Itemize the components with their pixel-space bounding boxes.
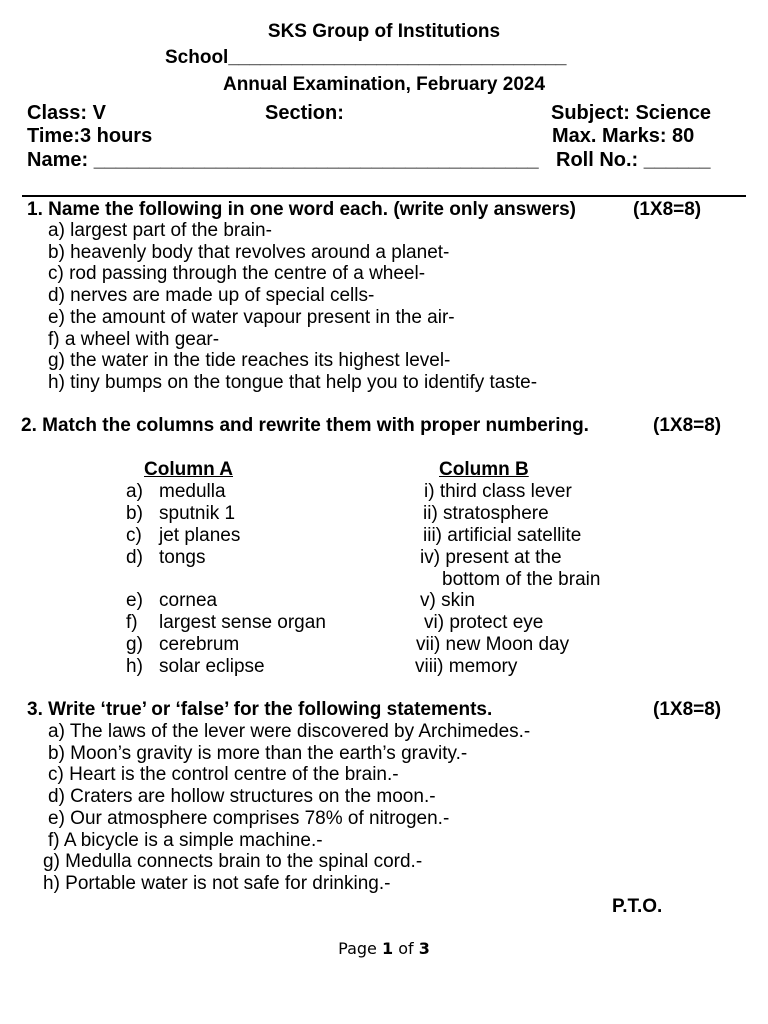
column-a-text: solar eclipse xyxy=(159,656,265,677)
column-a-text: sputnik 1 xyxy=(159,503,236,524)
time-label: Time:3 hours xyxy=(27,125,153,147)
column-b-item: v) skin xyxy=(420,590,475,611)
column-a-text: medulla xyxy=(159,481,226,502)
subject-label: Subject: Science xyxy=(551,102,712,124)
column-b-item: vi) protect eye xyxy=(424,612,544,633)
column-a-text: jet planes xyxy=(159,525,241,546)
q3-title: 3. Write ‘true’ or ‘false’ for the following statements. xyxy=(27,699,493,720)
page-prefix: Page xyxy=(338,939,382,958)
list-item: b) Moon’s gravity is more than the earth’s gravity.- xyxy=(48,743,468,764)
name-line: Name: ________________________________________ xyxy=(27,149,539,171)
column-a-text: largest sense organ xyxy=(159,612,326,633)
roll-number-line: Roll No.: ______ xyxy=(556,149,711,171)
column-b-item: vii) new Moon day xyxy=(416,634,570,655)
list-item: d) Craters are hollow structures on the moon.- xyxy=(48,786,436,807)
list-item: e) the amount of water vapour present in the air- xyxy=(48,307,455,328)
list-item: h) tiny bumps on the tongue that help you to identify taste- xyxy=(48,372,538,393)
institution-name: SKS Group of Institutions xyxy=(267,21,501,42)
page-number xyxy=(0,938,768,960)
q1-marks: (1X8=8) xyxy=(633,199,702,220)
q2-marks: (1X8=8) xyxy=(653,415,722,436)
list-item: f) a wheel with gear- xyxy=(48,329,220,350)
current-page: 1 xyxy=(381,939,394,958)
column-b-item: viii) memory xyxy=(415,656,518,677)
list-item: f) A bicycle is a simple machine.- xyxy=(48,830,323,851)
column-b-item: ii) stratosphere xyxy=(423,503,549,524)
column-a-letter: a) xyxy=(126,481,143,502)
column-a-letter: c) xyxy=(126,525,142,546)
q1-title: 1. Name the following in one word each. (write only answers) xyxy=(27,199,576,220)
list-item: c) rod passing through the centre of a wheel- xyxy=(48,263,426,284)
column-a-text: cornea xyxy=(159,590,218,611)
column-a-letter: h) xyxy=(126,656,143,677)
list-item: a) The laws of the lever were discovered by Archimedes.- xyxy=(48,721,531,742)
column-b-header: Column B xyxy=(439,459,529,480)
header-divider xyxy=(22,195,746,197)
column-a-letter: b) xyxy=(126,503,143,524)
list-item: d) nerves are made up of special cells- xyxy=(48,285,375,306)
school-line: School________________________________ xyxy=(165,47,567,68)
column-b-item: iv) present at the xyxy=(420,547,562,568)
list-item: e) Our atmosphere comprises 78% of nitrogen.- xyxy=(48,808,450,829)
column-a-text: cerebrum xyxy=(159,634,240,655)
page-of: of xyxy=(393,939,419,958)
q2-title: 2. Match the columns and rewrite them with proper numbering. xyxy=(21,415,589,436)
column-b-item: iii) artificial satellite xyxy=(423,525,582,546)
list-item: g) Medulla connects brain to the spinal cord.- xyxy=(43,851,423,872)
list-item: c) Heart is the control centre of the brain.- xyxy=(48,764,399,785)
column-a-text: tongs xyxy=(159,547,206,568)
q3-marks: (1X8=8) xyxy=(653,699,722,720)
column-a-letter: f) xyxy=(126,612,138,633)
list-item: g) the water in the tide reaches its highest level- xyxy=(48,350,451,371)
section-label: Section: xyxy=(265,102,344,124)
list-item: h) Portable water is not safe for drinking.- xyxy=(43,873,391,894)
column-a-letter: d) xyxy=(126,547,143,568)
class-label: Class: V xyxy=(27,102,106,124)
list-item: a) largest part of the brain- xyxy=(48,220,272,241)
exam-title: Annual Examination, February 2024 xyxy=(222,74,546,95)
list-item: b) heavenly body that revolves around a planet- xyxy=(48,242,450,263)
column-b-item: i) third class lever xyxy=(424,481,572,502)
max-marks-label: Max. Marks: 80 xyxy=(552,125,695,147)
column-b-item-continuation: bottom of the brain xyxy=(442,569,601,590)
please-turn-over: P.T.O. xyxy=(612,896,663,917)
column-a-letter: g) xyxy=(126,634,143,655)
column-a-header: Column A xyxy=(144,459,234,480)
total-pages: 3 xyxy=(418,939,430,958)
column-a-letter: e) xyxy=(126,590,143,611)
